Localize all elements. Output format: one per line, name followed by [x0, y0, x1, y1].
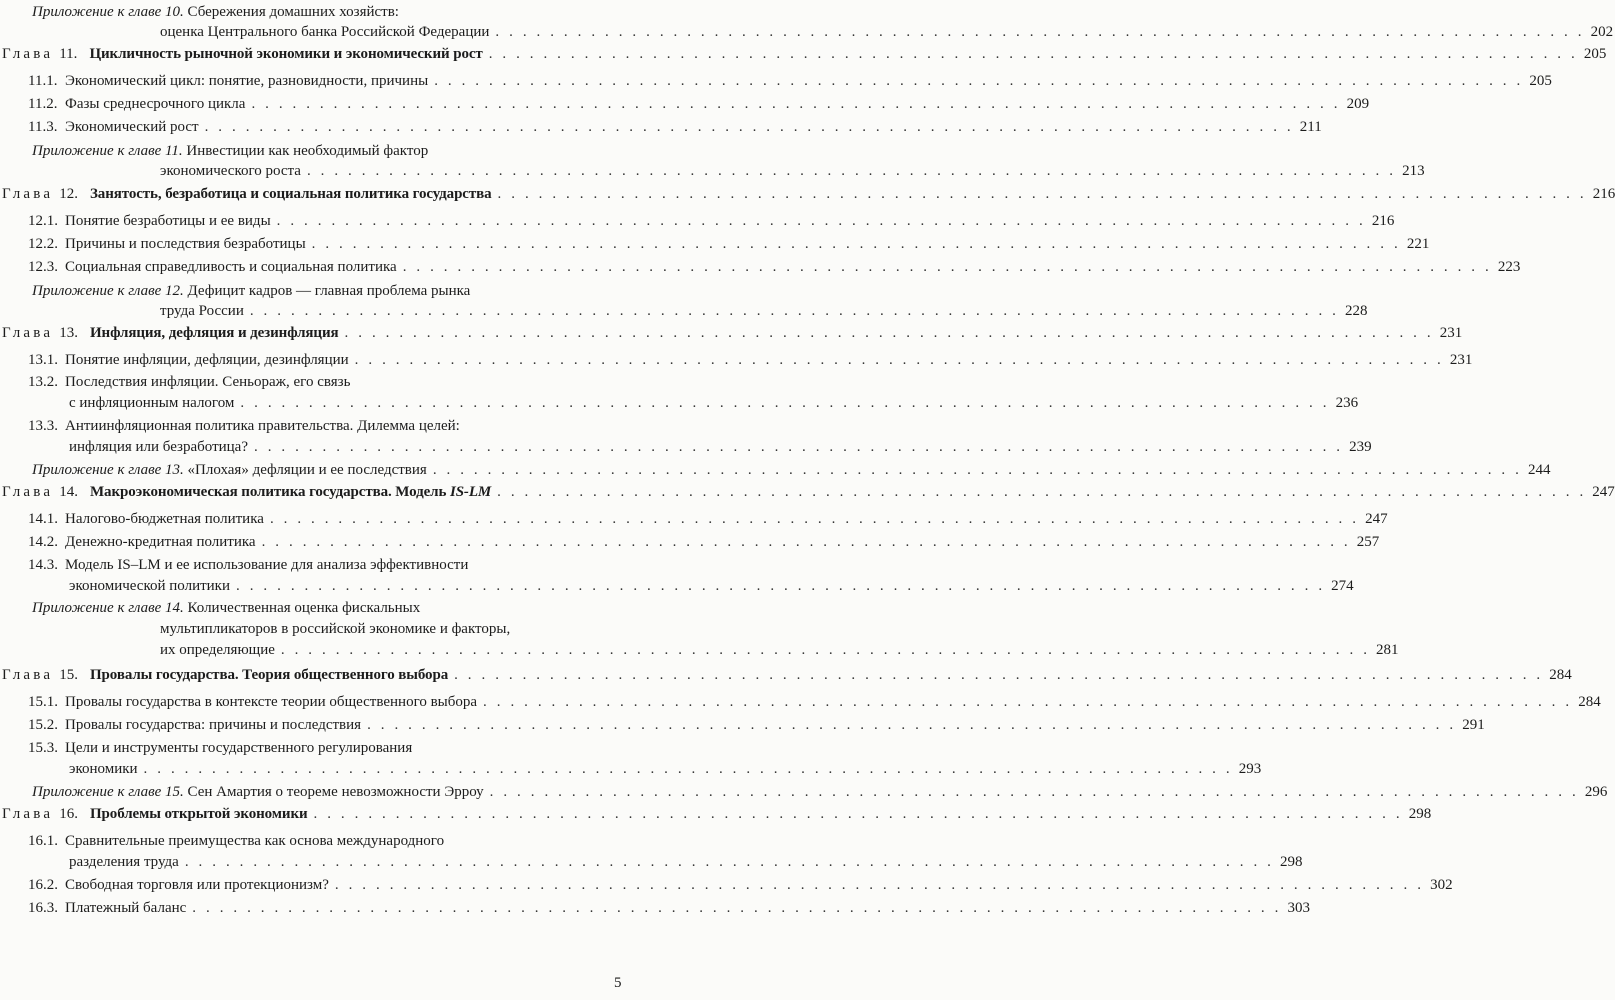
chapter-heading[interactable]	[2, 44, 1607, 64]
leader-dots: . . . . . . . . . . . . . . . . . . . . . . . . . . . . . . . . . . . . . . . . . . . . . . . . . . . . . . . . . . . . . . . . . . . . . . . . . . . . . . . .	[240, 395, 1330, 411]
entry-line: Платежный баланс	[65, 900, 187, 916]
entry-line: экономики	[69, 761, 138, 777]
leader-dots: . . . . . . . . . . . . . . . . . . . . . . . . . . . . . . . . . . . . . . . . . . . . . . . . . . . . . . . . . . . . . . . . . . . . . . . . . . . . . . . .	[434, 73, 1524, 89]
chapter-label: Глава	[2, 46, 54, 62]
appendix-entry[interactable]	[160, 161, 1425, 181]
entry-text	[65, 211, 271, 231]
chapter-label: Глава	[2, 667, 54, 683]
entry-line: оценка Центрального банка Российской Федерации	[160, 24, 490, 40]
leader-dots: . . . . . . . . . . . . . . . . . . . . . . . . . . . . . . . . . . . . . . . . . . . . . . . . . . . . . . . . . . . . . . . . . . . . . . . . . . . . . . . .	[313, 806, 1403, 822]
leader-dots: . . . . . . . . . . . . . . . . . . . . . . . . . . . . . . . . . . . . . . . . . . . . . . . . . . . . . . . . . . . . . . . . . . . . . . . . . . . . . . . .	[497, 186, 1587, 202]
leader-dots: . . . . . . . . . . . . . . . . . . . . . . . . . . . . . . . . . . . . . . . . . . . . . . . . . . . . . . . . . . . . . . . . . . . . . . . . . . . . . . . .	[354, 352, 1444, 368]
chapter-title-group	[2, 44, 483, 64]
entry-text	[160, 301, 244, 321]
entry-text	[65, 71, 428, 91]
section-entry[interactable]	[65, 898, 1310, 918]
section-number: 16.1.	[28, 833, 58, 849]
chapter-title: Проблемы открытой экономики	[89, 806, 308, 822]
page-ref: 244	[1527, 462, 1551, 478]
leader-dots: . . . . . . . . . . . . . . . . . . . . . . . . . . . . . . . . . . . . . . . . . . . . . . . . . . . . . . . . . . . . . . . . . . . . . . . . . . . . . . . .	[204, 119, 1294, 135]
section-entry[interactable]	[65, 532, 1380, 552]
section-entry[interactable]	[65, 211, 1395, 231]
section-entry[interactable]	[65, 234, 1430, 254]
entry-line: Фазы среднесрочного цикла	[65, 96, 246, 112]
section-number: 14.3.	[28, 557, 58, 573]
page-ref: 247	[1592, 484, 1615, 500]
section-number: 15.1.	[28, 694, 58, 710]
page-ref: 296	[1584, 784, 1608, 800]
section-number: 14.1.	[28, 511, 58, 527]
section-number: 16.3.	[28, 900, 58, 916]
section-number: 11.3.	[28, 119, 58, 135]
entry-line: экономической политики	[69, 578, 231, 594]
chapter-title: Цикличность рыночной экономики и экономический рост	[89, 46, 483, 62]
section-entry[interactable]	[69, 576, 1354, 596]
entry-text	[65, 898, 186, 918]
chapter-title: Занятость, безработица и социальная политика государства	[89, 186, 492, 202]
page-ref: 216	[1371, 213, 1395, 229]
entry-text	[32, 598, 420, 618]
entry-text	[65, 94, 245, 114]
entry-text	[69, 852, 179, 872]
entry-text	[65, 738, 412, 758]
section-entry[interactable]	[65, 71, 1552, 91]
page-ref: 291	[1462, 717, 1485, 733]
entry-text	[69, 759, 138, 779]
entry-text	[65, 234, 306, 254]
entry-line: Провалы государства в контексте теории общественного выбора	[65, 694, 478, 710]
entry-text	[32, 782, 484, 802]
entry-text	[32, 2, 399, 22]
appendix-label: Приложение к главе 13.	[32, 462, 184, 478]
chapter-label: Глава	[2, 186, 54, 202]
entry-line: Налогово-бюджетная политика	[65, 511, 264, 527]
entry-text	[65, 875, 329, 895]
section-number: 15.3.	[28, 740, 58, 756]
leader-dots: . . . . . . . . . . . . . . . . . . . . . . . . . . . . . . . . . . . . . . . . . . . . . . . . . . . . . . . . . . . . . . . . . . . . . . . . . . . . . . . .	[334, 877, 1425, 893]
entry-line: Количественная оценка фискальных	[187, 600, 421, 616]
entry-line: Последствия инфляции. Сеньораж, его связь	[65, 374, 351, 390]
chapter-number: 12.	[59, 186, 78, 202]
page-ref: 284	[1549, 667, 1572, 683]
entry-line: Антиинфляционная политика правительства. Дилемма целей:	[65, 418, 460, 434]
chapter-title-group	[2, 482, 491, 502]
appendix-entry[interactable]	[32, 782, 1608, 802]
leader-dots: . . . . . . . . . . . . . . . . . . . . . . . . . . . . . . . . . . . . . . . . . . . . . . . . . . . . . . . . . . . . . . . . . . . . . . . . . . . . . . . .	[454, 667, 1544, 683]
entry-line: инфляция или безработица?	[69, 439, 248, 455]
entry-text	[160, 22, 489, 42]
entry-text	[65, 555, 468, 575]
leader-dots: . . . . . . . . . . . . . . . . . . . . . . . . . . . . . . . . . . . . . . . . . . . . . . . . . . . . . . . . . . . . . . . . . . . . . . . . . . . . . . . .	[432, 462, 1522, 478]
section-number: 13.1.	[28, 352, 58, 368]
page-ref: 303	[1287, 900, 1310, 916]
leader-dots: . . . . . . . . . . . . . . . . . . . . . . . . . . . . . . . . . . . . . . . . . . . . . . . . . . . . . . . . . . . . . . . . . . . . . . . . . . . . . . . .	[184, 854, 1274, 870]
page-ref: 205	[1583, 46, 1607, 62]
section-entry[interactable]	[65, 94, 1370, 114]
entry-text	[160, 161, 301, 181]
section-number: 11.1.	[28, 73, 58, 89]
leader-dots: . . . . . . . . . . . . . . . . . . . . . . . . . . . . . . . . . . . . . . . . . . . . . . . . . . . . . . . . . . . . . . . . . . . . . . . . . . . . . . . .	[367, 717, 1457, 733]
leader-dots: . . . . . . . . . . . . . . . . . . . . . . . . . . . . . . . . . . . . . . . . . . . . . . . . . . . . . . . . . . . . . . . . . . . . . . . . . . . . . . . .	[251, 96, 1341, 112]
leader-dots: . . . . . . . . . . . . . . . . . . . . . . . . . . . . . . . . . . . . . . . . . . . . . . . . . . . . . . . . . . . . . . . . . . . . . . . . . . . . . . . .	[497, 484, 1587, 500]
page-ref: 202	[1590, 24, 1614, 40]
chapter-heading[interactable]	[2, 482, 1615, 502]
page-ref: 231	[1439, 325, 1463, 341]
entry-line: труда России	[160, 303, 244, 319]
entry-line: Понятие инфляции, дефляции, дезинфляции	[65, 352, 349, 368]
leader-dots: . . . . . . . . . . . . . . . . . . . . . . . . . . . . . . . . . . . . . . . . . . . . . . . . . . . . . . . . . . . . . . . . . . . . . . . . . . . . . . . .	[306, 163, 1397, 179]
entry-line: Свободная торговля или протекционизм?	[65, 877, 329, 893]
entry-line: Сбережения домашних хозяйств:	[187, 4, 399, 20]
entry-text	[65, 372, 350, 392]
page-ref: 298	[1280, 854, 1303, 870]
appendix-entry[interactable]	[32, 598, 630, 618]
section-number: 12.2.	[28, 236, 58, 252]
chapter-title-model: IS-LM	[449, 484, 492, 500]
page-ref: 211	[1299, 119, 1322, 135]
section-entry[interactable]	[65, 875, 1453, 895]
entry-line: Инвестиции как необходимый фактор	[186, 143, 429, 159]
page-ref: 274	[1331, 578, 1354, 594]
entry-text	[32, 281, 470, 301]
entry-line: Сравнительные преимущества как основа международного	[65, 833, 445, 849]
page-ref: 298	[1408, 806, 1432, 822]
section-entry[interactable]	[65, 555, 630, 575]
entry-text	[160, 640, 275, 660]
page-ref: 247	[1365, 511, 1388, 527]
chapter-label: Глава	[2, 325, 54, 341]
entry-text	[65, 532, 256, 552]
chapter-number: 13.	[59, 325, 78, 341]
entry-line: Понятие безработицы и ее виды	[65, 213, 271, 229]
leader-dots: . . . . . . . . . . . . . . . . . . . . . . . . . . . . . . . . . . . . . . . . . . . . . . . . . . . . . . . . . . . . . . . . . . . . . . . . . . . . . . . .	[236, 578, 1326, 594]
chapter-heading[interactable]	[2, 804, 1432, 824]
entry-text	[65, 715, 361, 735]
section-number: 12.3.	[28, 259, 58, 275]
entry-line: Денежно-кредитная политика	[65, 534, 256, 550]
leader-dots: . . . . . . . . . . . . . . . . . . . . . . . . . . . . . . . . . . . . . . . . . . . . . . . . . . . . . . . . . . . . . . . . . . . . . . . . . . . . . . . .	[254, 439, 1344, 455]
section-entry[interactable]	[69, 393, 1359, 413]
entry-line: «Плохая» дефляции и ее последствия	[187, 462, 427, 478]
entry-line: Экономический рост	[65, 119, 199, 135]
chapter-number: 16.	[59, 806, 78, 822]
chapter-title: Инфляция, дефляция и дезинфляция	[89, 325, 339, 341]
entry-line: их определяющие	[160, 642, 275, 658]
entry-text	[65, 692, 477, 712]
section-entry[interactable]	[65, 509, 1388, 529]
section-entry[interactable]	[65, 715, 1485, 735]
leader-dots: . . . . . . . . . . . . . . . . . . . . . . . . . . . . . . . . . . . . . . . . . . . . . . . . . . . . . . . . . . . . . . . . . . . . . . . . . . . . . . . .	[489, 784, 1579, 800]
entry-line: Социальная справедливость и социальная политика	[65, 259, 397, 275]
appendix-label: Приложение к главе 14.	[32, 600, 184, 616]
section-entry[interactable]	[65, 372, 630, 392]
section-entry[interactable]	[65, 738, 630, 758]
chapter-number: 15.	[59, 667, 78, 683]
chapter-number: 11.	[59, 46, 78, 62]
page-ref: 231	[1449, 352, 1473, 368]
entry-text	[65, 350, 349, 370]
entry-line: Экономический цикл: понятие, разновидности, причины	[65, 73, 429, 89]
page-ref: 228	[1345, 303, 1368, 319]
leader-dots: . . . . . . . . . . . . . . . . . . . . . . . . . . . . . . . . . . . . . . . . . . . . . . . . . . . . . . . . . . . . . . . . . . . . . . . . . . . . . . . .	[192, 900, 1282, 916]
entry-line: Цели и инструменты государственного регулирования	[65, 740, 413, 756]
section-entry[interactable]	[65, 117, 1322, 137]
appendix-entry[interactable]	[160, 619, 630, 639]
leader-dots: . . . . . . . . . . . . . . . . . . . . . . . . . . . . . . . . . . . . . . . . . . . . . . . . . . . . . . . . . . . . . . . . . . . . . . . . . . . . . . . .	[483, 694, 1573, 710]
entry-text	[65, 831, 444, 851]
appendix-entry[interactable]	[160, 301, 1368, 321]
section-entry[interactable]	[65, 416, 630, 436]
entry-text	[32, 460, 427, 480]
section-number: 13.2.	[28, 374, 58, 390]
section-entry[interactable]	[69, 759, 1262, 779]
entry-text	[69, 393, 234, 413]
leader-dots: . . . . . . . . . . . . . . . . . . . . . . . . . . . . . . . . . . . . . . . . . . . . . . . . . . . . . . . . . . . . . . . . . . . . . . . . . . . . . . . .	[261, 534, 1351, 550]
chapter-title: Провалы государства. Теория общественного выбора	[89, 667, 449, 683]
chapter-title: Макроэкономическая политика государства. Модель	[89, 484, 450, 500]
chapter-heading[interactable]	[2, 184, 1615, 204]
appendix-entry[interactable]	[160, 22, 1614, 42]
chapter-number: 14.	[59, 484, 78, 500]
section-number: 16.2.	[28, 877, 58, 893]
appendix-label: Приложение к главе 12.	[32, 283, 184, 299]
entry-text	[160, 619, 510, 639]
entry-text	[69, 437, 248, 457]
entry-text	[65, 257, 397, 277]
appendix-label: Приложение к главе 11.	[32, 143, 183, 159]
section-number: 13.3.	[28, 418, 58, 434]
leader-dots: . . . . . . . . . . . . . . . . . . . . . . . . . . . . . . . . . . . . . . . . . . . . . . . . . . . . . . . . . . . . . . . . . . . . . . . . . . . . . . . .	[276, 213, 1366, 229]
page-ref: 209	[1346, 96, 1370, 112]
section-entry[interactable]	[65, 257, 1521, 277]
entry-line: Сен Амартия о теореме невозможности Эрроу	[187, 784, 484, 800]
section-entry[interactable]	[69, 852, 1303, 872]
chapter-title-group	[2, 804, 308, 824]
section-number: 11.2.	[28, 96, 58, 112]
appendix-entry[interactable]	[32, 281, 630, 301]
chapter-title-group	[2, 665, 448, 685]
appendix-entry[interactable]	[160, 640, 1399, 660]
entry-line: Дефицит кадров — главная проблема рынка	[187, 283, 471, 299]
chapter-title-group	[2, 184, 492, 204]
leader-dots: . . . . . . . . . . . . . . . . . . . . . . . . . . . . . . . . . . . . . . . . . . . . . . . . . . . . . . . . . . . . . . . . . . . . . . . . . . . . . . . .	[402, 259, 1492, 275]
page-ref: 284	[1578, 694, 1601, 710]
entry-line: с инфляционным налогом	[69, 395, 235, 411]
section-entry[interactable]	[65, 692, 1601, 712]
appendix-entry[interactable]	[32, 460, 1551, 480]
page-ref: 223	[1497, 259, 1521, 275]
page-ref: 293	[1238, 761, 1262, 777]
appendix-entry[interactable]	[32, 141, 630, 161]
chapter-label: Глава	[2, 484, 54, 500]
appendix-label: Приложение к главе 15.	[32, 784, 184, 800]
leader-dots: . . . . . . . . . . . . . . . . . . . . . . . . . . . . . . . . . . . . . . . . . . . . . . . . . . . . . . . . . . . . . . . . . . . . . . . . . . . . . . . .	[344, 325, 1434, 341]
section-entry[interactable]	[69, 437, 1372, 457]
section-entry[interactable]	[65, 831, 630, 851]
section-number: 14.2.	[28, 534, 58, 550]
chapter-label: Глава	[2, 806, 54, 822]
page-ref: 281	[1376, 642, 1399, 658]
leader-dots: . . . . . . . . . . . . . . . . . . . . . . . . . . . . . . . . . . . . . . . . . . . . . . . . . . . . . . . . . . . . . . . . . . . . . . . . . . . . . . . .	[495, 24, 1585, 40]
entry-line: Провалы государства: причины и последствия	[65, 717, 362, 733]
chapter-heading[interactable]	[2, 665, 1572, 685]
leader-dots: . . . . . . . . . . . . . . . . . . . . . . . . . . . . . . . . . . . . . . . . . . . . . . . . . . . . . . . . . . . . . . . . . . . . . . . . . . . . . . . .	[143, 761, 1233, 777]
page-ref: 257	[1356, 534, 1380, 550]
entry-line: мультипликаторов в российской экономике и факторы,	[160, 621, 511, 637]
section-entry[interactable]	[65, 350, 1473, 370]
appendix-entry[interactable]	[32, 2, 630, 22]
entry-text	[32, 141, 428, 161]
entry-line: Причины и последствия безработицы	[65, 236, 306, 252]
page-ref: 236	[1335, 395, 1359, 411]
page-ref: 216	[1592, 186, 1615, 202]
chapter-heading[interactable]	[2, 323, 1463, 343]
appendix-label: Приложение к главе 10.	[32, 4, 184, 20]
page-ref: 205	[1529, 73, 1552, 89]
section-number: 15.2.	[28, 717, 58, 733]
entry-line: Модель IS–LM и ее использование для анализа эффективности	[65, 557, 469, 573]
entry-line: экономического роста	[160, 163, 301, 179]
leader-dots: . . . . . . . . . . . . . . . . . . . . . . . . . . . . . . . . . . . . . . . . . . . . . . . . . . . . . . . . . . . . . . . . . . . . . . . . . . . . . . . .	[488, 46, 1578, 62]
leader-dots: . . . . . . . . . . . . . . . . . . . . . . . . . . . . . . . . . . . . . . . . . . . . . . . . . . . . . . . . . . . . . . . . . . . . . . . . . . . . . . . .	[280, 642, 1371, 658]
entry-line: разделения труда	[69, 854, 179, 870]
leader-dots: . . . . . . . . . . . . . . . . . . . . . . . . . . . . . . . . . . . . . . . . . . . . . . . . . . . . . . . . . . . . . . . . . . . . . . . . . . . . . . . .	[249, 303, 1340, 319]
section-number: 12.1.	[28, 213, 58, 229]
page-ref: 213	[1402, 163, 1425, 179]
page-ref: 221	[1406, 236, 1430, 252]
page-ref: 239	[1349, 439, 1372, 455]
entry-text	[69, 576, 230, 596]
entry-text	[65, 509, 264, 529]
entry-text	[65, 117, 199, 137]
page-number: 5	[614, 975, 622, 991]
leader-dots: . . . . . . . . . . . . . . . . . . . . . . . . . . . . . . . . . . . . . . . . . . . . . . . . . . . . . . . . . . . . . . . . . . . . . . . . . . . . . . . .	[269, 511, 1360, 527]
chapter-title-group	[2, 323, 339, 343]
page-ref: 302	[1430, 877, 1453, 893]
entry-text	[65, 416, 460, 436]
leader-dots: . . . . . . . . . . . . . . . . . . . . . . . . . . . . . . . . . . . . . . . . . . . . . . . . . . . . . . . . . . . . . . . . . . . . . . . . . . . . . . . .	[311, 236, 1401, 252]
